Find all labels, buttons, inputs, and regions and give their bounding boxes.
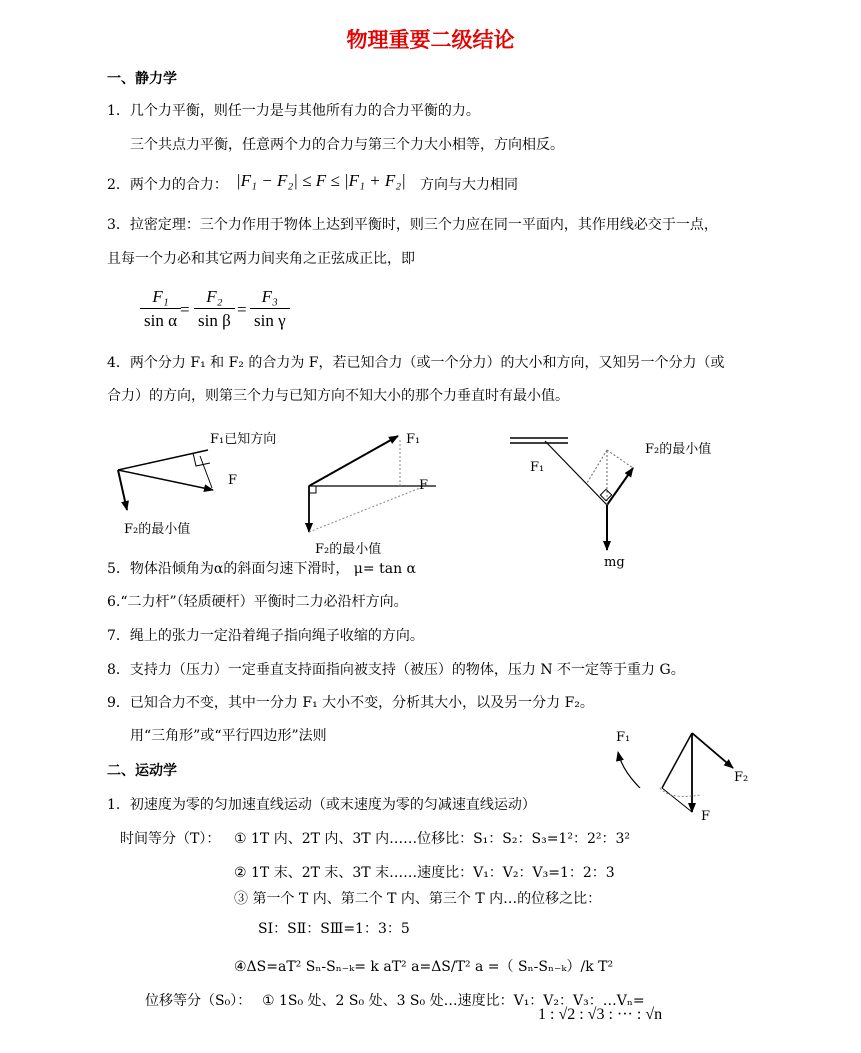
figure-2-diagram [309,432,436,557]
lami-numerator-3: F₃ [250,286,290,309]
resultant-arrow [118,470,213,490]
gravity-label: mg [604,555,625,570]
f1-line [662,733,692,788]
item-9-method: 用“三角形”或“平行四边形”法则 [130,728,327,744]
item-7: 7．绳上的张力一定沿着绳子指向绳子收缩的方向。 [107,628,424,644]
displacement-division-label: 位移等分（S₀）： [145,993,252,1009]
section-heading-kinematics: 二、运动学 [107,763,177,779]
f2-arrow [692,733,733,768]
minimum-force-label: F₂的最小值 [645,442,712,457]
rotation-arrow [618,752,640,788]
equals-sign: = [180,300,190,319]
resultant-label: F [228,473,238,488]
item-1: 1．几个力平衡，则任一力是与其他所有力的合力平衡的力。 [107,103,480,119]
figure-4-diagram [600,720,760,830]
resultant-label: F [701,809,711,824]
time-rule-3-ratio: SⅠ：SⅡ：SⅢ=1：3：5 [258,921,410,937]
item-5: 5．物体沿倾角为α的斜面匀速下滑时， μ= tan α [107,561,416,577]
time-rule-1: ① 1T 内、2T 内、3T 内……位移比：S₁：S₂：S₃=1²：2²：3² [234,831,630,847]
item-6: 6.“二力杆”（轻质硬杆）平衡时二力必沿杆方向。 [107,594,408,610]
lami-fraction-2 [194,286,235,333]
resultant-label: F [419,478,429,493]
section-heading-statics: 一、静力学 [107,71,177,87]
item-2-direction: 方向与大力相同 [420,177,518,193]
lami-numerator-1: F₁ [140,286,181,309]
right-angle-mark [600,489,611,500]
item-8: 8．支持力（压力）一定垂直支持面指向被支持（被压）的物体，压力 N 不一定等于重力 G。 [107,662,685,678]
dotted-guide [587,450,607,483]
lami-denominator-3: sin γ [254,311,286,330]
f1-arrow [309,436,398,486]
time-rule-4: ④ΔS=aT² Sₙ-Sₙ₋ₖ= k aT² a=ΔS/T² a =（ Sₙ-Sₙ₋ₖ）/k T² [234,959,614,975]
f2-label: F₂ [734,770,749,785]
item-1-note: 三个共点力平衡，任意两个力的合力与第三个力大小相等，方向相反。 [130,137,564,153]
known-direction-label: F₁已知方向 [210,432,277,447]
time-rule-2: ② 1T 末、2T 末、3T 末……速度比：V₁：V₂：V₃=1：2：3 [234,865,615,881]
minimum-force-arrow [118,470,127,510]
minimum-force-label: F₂的最小值 [315,542,382,557]
displacement-rule-1: ① 1S₀ 处、2 S₀ 处、3 S₀ 处…速度比：V₁：V₂：V₃：…Vₙ= [262,993,645,1009]
lami-numerator-2: F₂ [194,286,235,309]
f1-label: F₁ [406,432,421,447]
dotted-arc [660,788,700,796]
perpendicular-line [200,456,212,488]
dotted-guide [309,488,420,532]
lami-denominator-1: sin α [144,311,177,330]
minimum-force-label: F₂的最小值 [124,522,191,537]
item-2: 2．两个力的合力： [107,177,228,193]
time-division-label: 时间等分（T）： [120,831,221,847]
kinematics-item-1: 1．初速度为零的匀加速直线运动（或末速度为零的匀减速直线运动） [107,797,536,813]
resultant-inequality: |F₁ − F₂| ≤ F ≤ |F₁ + F₂| [236,171,406,190]
item-4-line2: 合力）的方向，则第三个力与已知方向不知大小的那个力垂直时有最小值。 [107,388,569,404]
time-rule-3: ③ 第一个 T 内、第二个 T 内、第三个 T 内…的位移之比： [234,891,602,907]
rope-line [545,441,607,505]
dotted-guide [607,450,633,468]
lami-fraction-3 [250,286,290,333]
lami-denominator-2: sin β [198,311,231,330]
figure-3-diagram [510,438,711,570]
right-angle-mark [309,486,316,493]
item-4-line1: 4．两个分力 F₁ 和 F₂ 的合力为 F，若已知合力（或一个分力）的大小和方向，又知另一个分力（或 [107,355,725,371]
page-title: 物理重要二级结论 [346,28,515,52]
item-3-line2: 且每一个力必和其它两力间夹角之正弦成正比，即 [107,251,415,267]
f1-label: F₁ [530,460,545,475]
velocity-ratio-formula: 1 : √2 : √3 : ··· : √n [538,1006,663,1023]
item-9: 9．已知合力不变，其中一分力 F₁ 大小不变，分析其大小，以及另一分力 F₂。 [107,695,594,711]
closing-line [662,788,692,812]
equals-sign: = [237,300,247,319]
f1-label: F₁ [616,730,631,745]
figure-1-diagram [118,432,276,537]
minimum-force-arrow [607,468,633,505]
force-diagrams [0,420,861,580]
lami-fraction-1 [140,286,181,333]
item-3-line1: 3．拉密定理：三个力作用于物体上达到平衡时，则三个力应在同一平面内，其作用线必交于一点， [107,217,718,233]
